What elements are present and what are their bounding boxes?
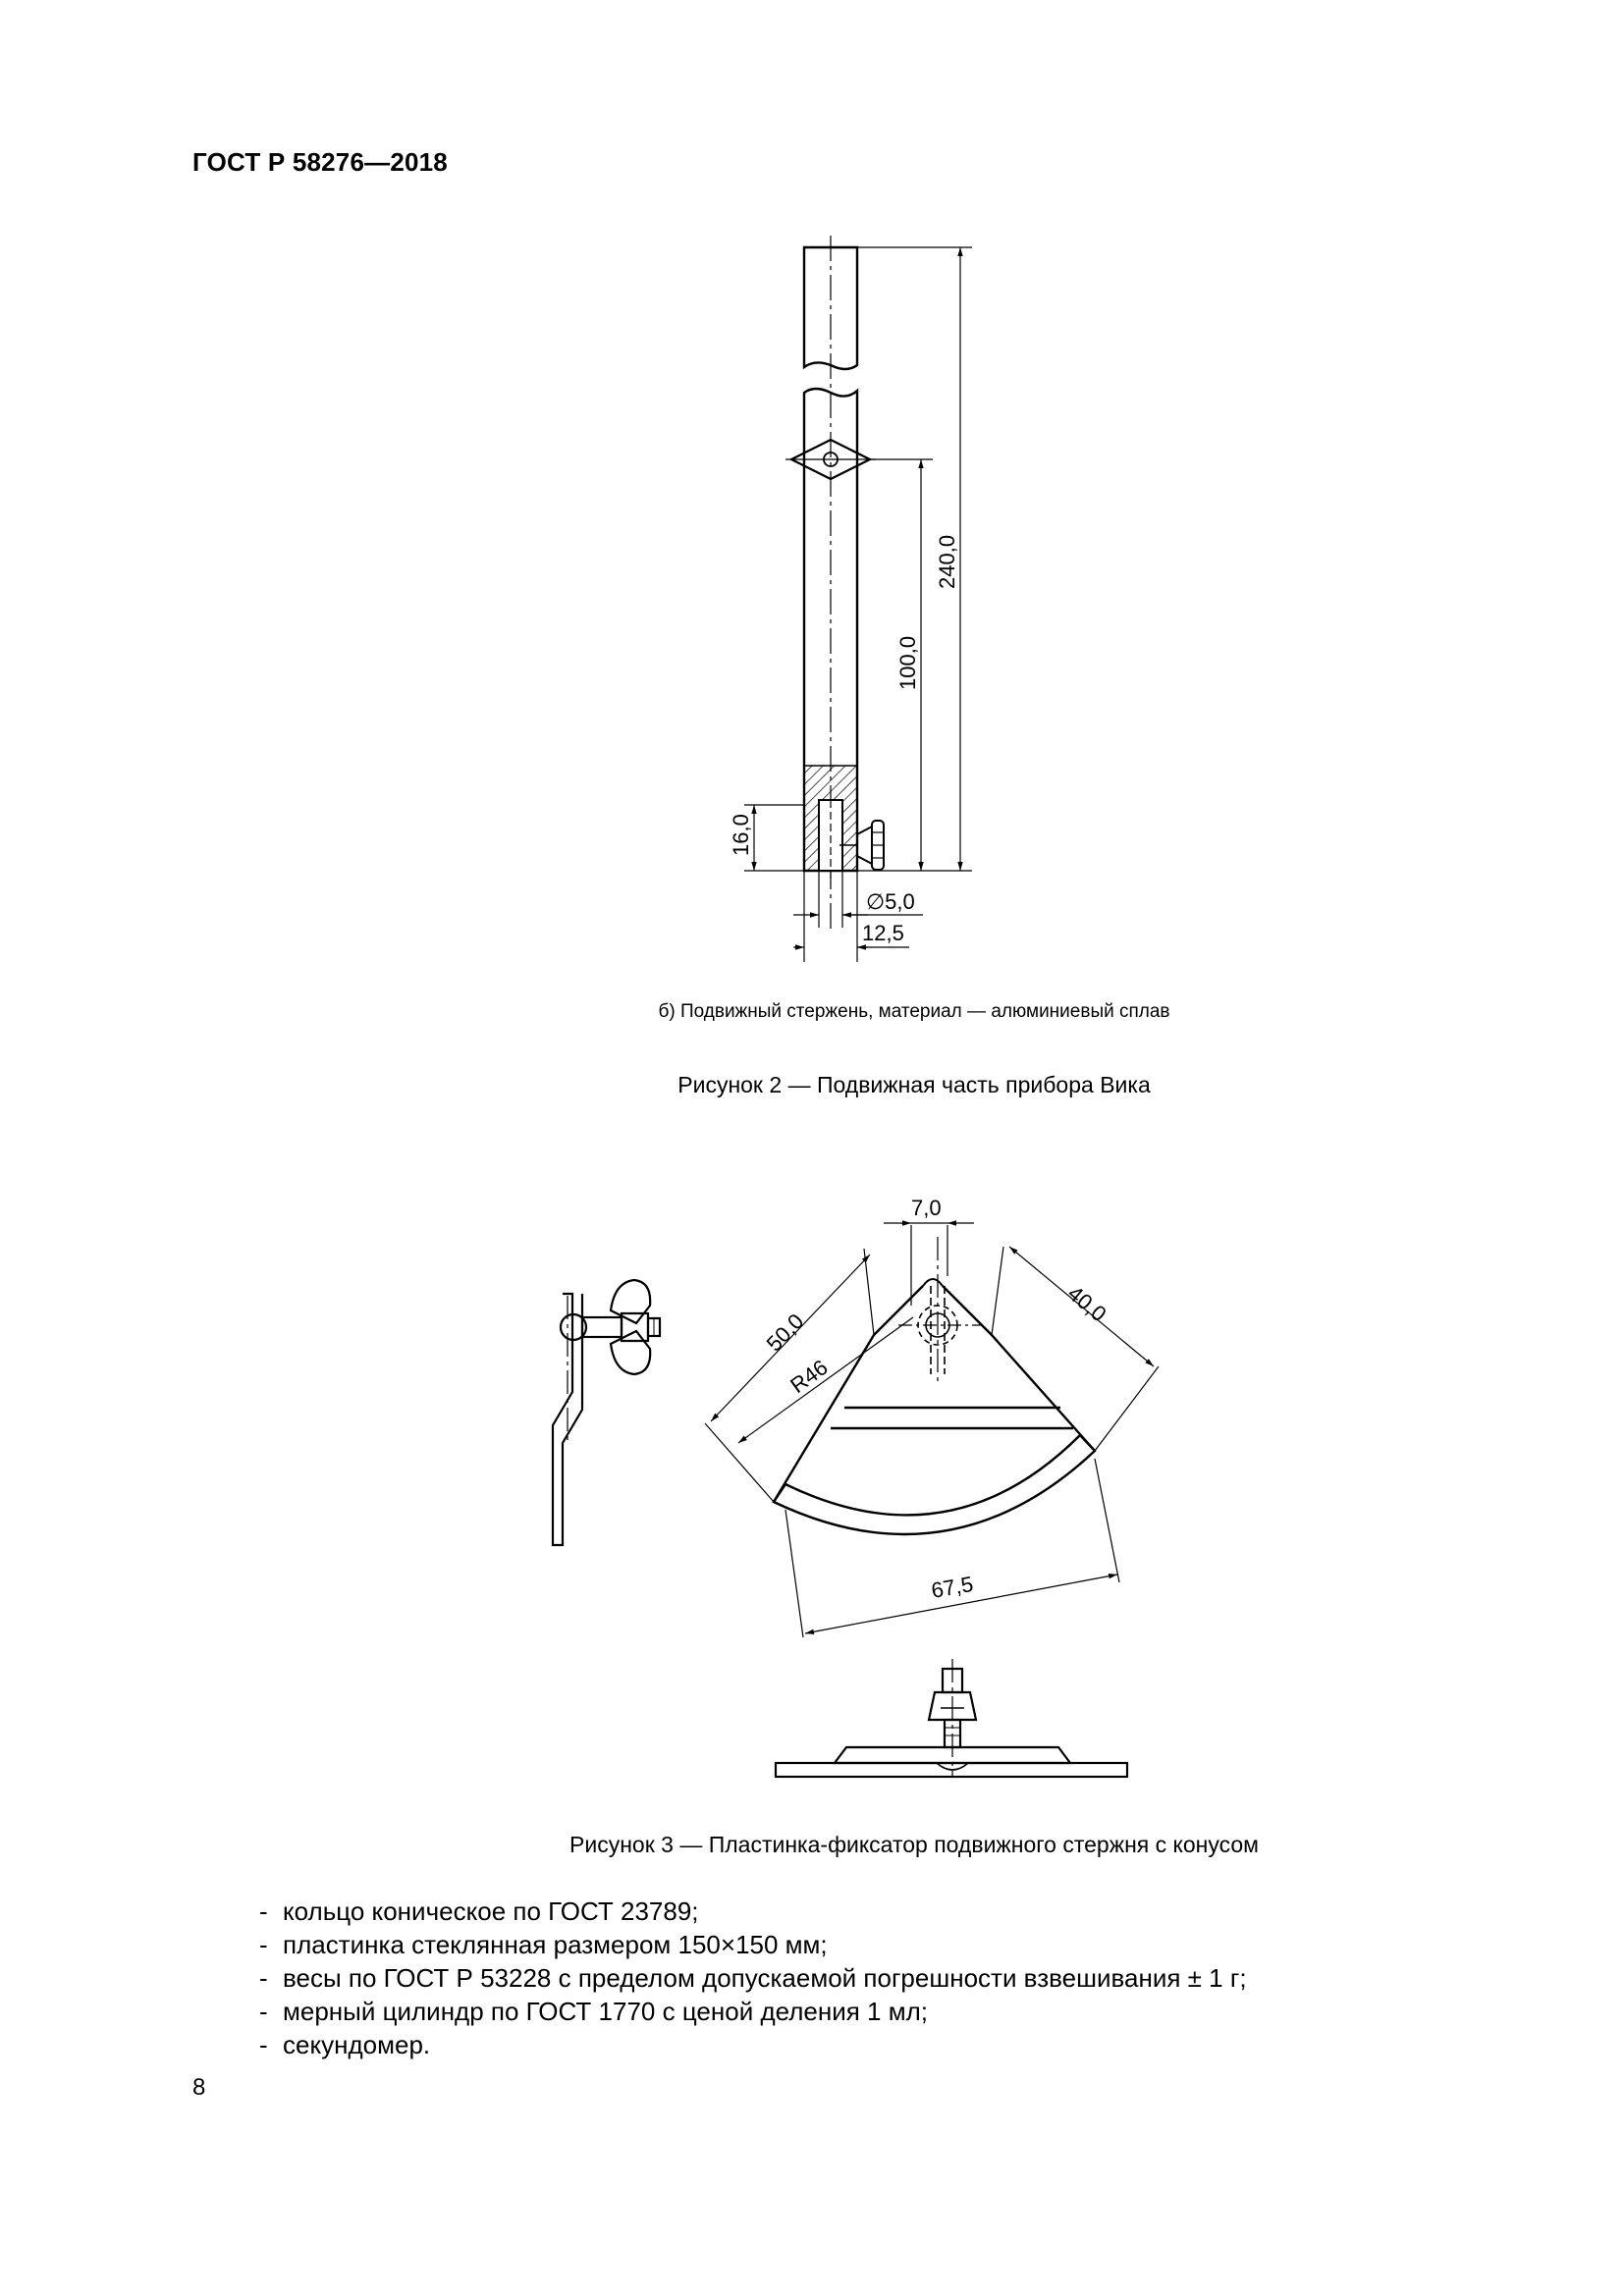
- list-item: - секундомер.: [259, 2028, 1247, 2061]
- document-header: ГОСТ Р 58276—2018: [192, 147, 448, 177]
- figure-2-subcaption: б) Подвижный стержень, материал — алюминиевый сплав: [658, 1001, 1170, 1022]
- figure-3-caption: Рисунок 3 — Пластинка-фиксатор подвижного стержня с конусом: [569, 1832, 1259, 1857]
- list-item: - весы по ГОСТ Р 53228 с пределом допускаемой погрешности взвешивания ± 1 г;: [259, 1961, 1247, 1995]
- page-number: 8: [192, 2074, 206, 2101]
- dim-socket-depth: 16,0: [729, 814, 753, 856]
- figure-3-side-view: [553, 1280, 660, 1545]
- dim-rod-diameter: 12,5: [862, 921, 904, 945]
- figure-3-front-view: [776, 1659, 1127, 1777]
- equipment-list: [259, 1895, 1247, 2061]
- dim-right-length: 40,0: [1062, 1280, 1111, 1327]
- dim-side-length: 50,0: [761, 1308, 809, 1357]
- dim-lower-length: 100,0: [895, 635, 920, 690]
- dim-slot-width: 7,0: [911, 1196, 942, 1220]
- figure-3-plan-view: [705, 1223, 1159, 1637]
- dim-chord-length: 67,5: [929, 1571, 976, 1603]
- figure-2-caption: Рисунок 2 — Подвижная часть прибора Вика: [677, 1072, 1151, 1097]
- dim-radius: R46: [785, 1355, 833, 1399]
- dim-total-length: 240,0: [935, 534, 959, 589]
- figure-2-rod-drawing: [744, 236, 972, 962]
- list-item: - пластинка стеклянная размером 150×150 мм;: [259, 1928, 1247, 1961]
- list-item: - кольцо коническое по ГОСТ 23789;: [259, 1895, 1247, 1928]
- list-item: - мерный цилиндр по ГОСТ 1770 с ценой деления 1 мл;: [259, 1995, 1247, 2028]
- dim-hole-diameter: ∅5,0: [866, 889, 915, 914]
